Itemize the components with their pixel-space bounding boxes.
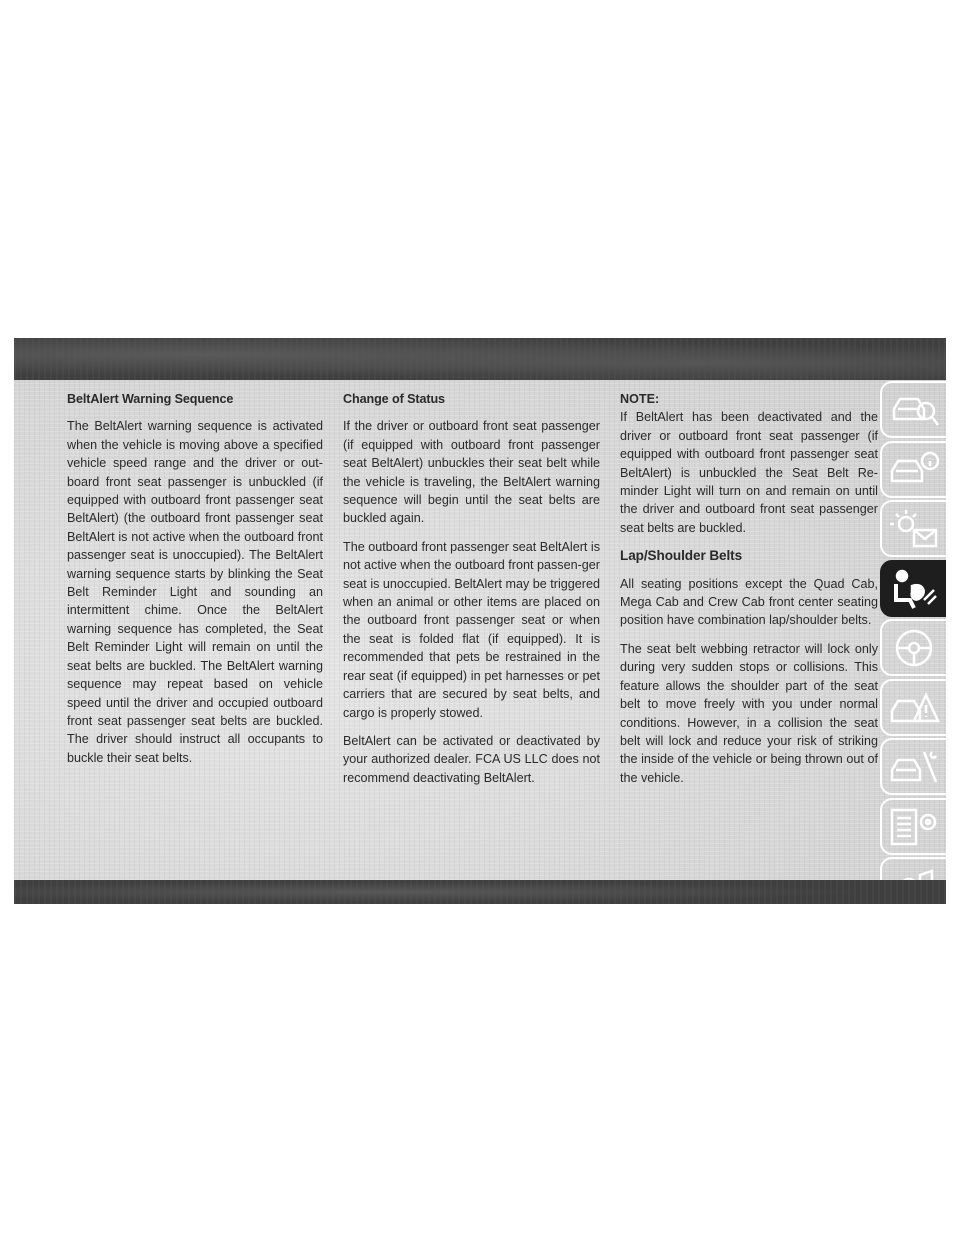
heading-lap-shoulder-belts: Lap/Shoulder Belts	[620, 548, 743, 564]
car-wrench-icon	[888, 746, 940, 788]
top-texture-band	[14, 338, 946, 380]
car-magnifier-icon	[888, 389, 940, 431]
note-label: NOTE:	[620, 392, 660, 406]
section-tabs: Z E B A C D T	[880, 381, 946, 904]
tab-starting-operating[interactable]	[880, 619, 946, 676]
seat-airbag-icon	[888, 568, 940, 610]
column-left	[67, 390, 323, 777]
paragraph: If the driver or outboard front seat passenger (if equipped with outboard front passenger seat BeltAlert) unbuckles their seat belt while the vehicle is traveling, the BeltAlert warning sequence will begin until the seat belts are buckled again.	[343, 419, 600, 526]
paragraph: BeltAlert can be activated or deactivated by your authorized dealer. FCA US LLC does not recommend deactivating BeltAlert.	[343, 733, 600, 785]
bottom-texture-band	[14, 880, 946, 904]
tab-instrument-info[interactable]	[880, 441, 946, 498]
paragraph: All seating positions except the Quad Cab, Mega Cab and Crew Cab front center seating position have combination lap/shoulder belts.	[620, 576, 878, 628]
light-envelope-icon	[888, 508, 940, 550]
paragraph: The seat belt webbing retractor will lock only during very sudden stops or collisions. This feature allows the shoulder part of the seat belt to move freely with you under normal conditions. However, in a collision the seat belt will lock and reduce your risk of striking the inside of the vehicle or being thrown out of the vehicle.	[620, 641, 878, 785]
list-gear-icon	[888, 806, 940, 848]
paragraph: The BeltAlert warning sequence is activated when the vehicle is moving above a specified vehicle speed range and the driver or out-board front seat passenger is unbuckled (if equipped with outboard front passenger seat BeltAlert) (the outboard front passenger seat BeltAlert is not active when the outboard front passenger seat is unoccupied). The BeltAlert warning sequence starts by blinking the Seat Belt Reminder Light and sounding an intermittent chime. Once the BeltAlert warning sequence has completed, the Seat Belt Reminder Light will remain on until the seat belts are buckled. The BeltAlert warning sequence may repeat based on vehicle speed until the driver and occupied outboard front seat passenger seat belts are buckled. The driver should instruct all occupants to buckle their seat belts.	[67, 419, 323, 765]
manual-page	[14, 338, 946, 1026]
heading-change-of-status: Change of Status	[343, 392, 445, 406]
car-info-icon	[888, 449, 940, 491]
heading-beltalert-warning-sequence: BeltAlert Warning Sequence	[67, 392, 234, 406]
car-warning-triangle-icon	[888, 687, 940, 729]
tab-servicing-maintenance[interactable]	[880, 738, 946, 795]
tab-getting-to-know-vehicle[interactable]	[880, 381, 946, 438]
note-text: If BeltAlert has been deactivated and the driver or outboard front seat passenger (if equipped with outboard front passenger seat BeltAlert) is unbuckled the Seat Belt Re-minder Light will turn on and remain on until the driver and outboard front seat passenger seat belts are buckled.	[620, 410, 878, 535]
tab-warning-lights-messages[interactable]	[880, 500, 946, 557]
column-middle	[343, 390, 600, 797]
paragraph: The outboard front passenger seat BeltAlert is not active when the outboard front passen-ger seat is unoccupied. BeltAlert may be triggered when an animal or other items are placed on the outboard front passenger seat or when the seat is folded flat (if equipped). It is recommended that pets be restrained in the rear seat (if equipped) in pet harnesses or pet carriers that are secured by seat belts, and cargo is properly stowed.	[343, 539, 600, 720]
tab-in-case-of-emergency[interactable]	[880, 679, 946, 736]
column-right	[620, 390, 878, 797]
steering-wheel-icon	[888, 627, 940, 669]
note-block	[620, 390, 878, 537]
tab-technical-specifications[interactable]	[880, 798, 946, 855]
tab-safety[interactable]	[880, 560, 946, 617]
